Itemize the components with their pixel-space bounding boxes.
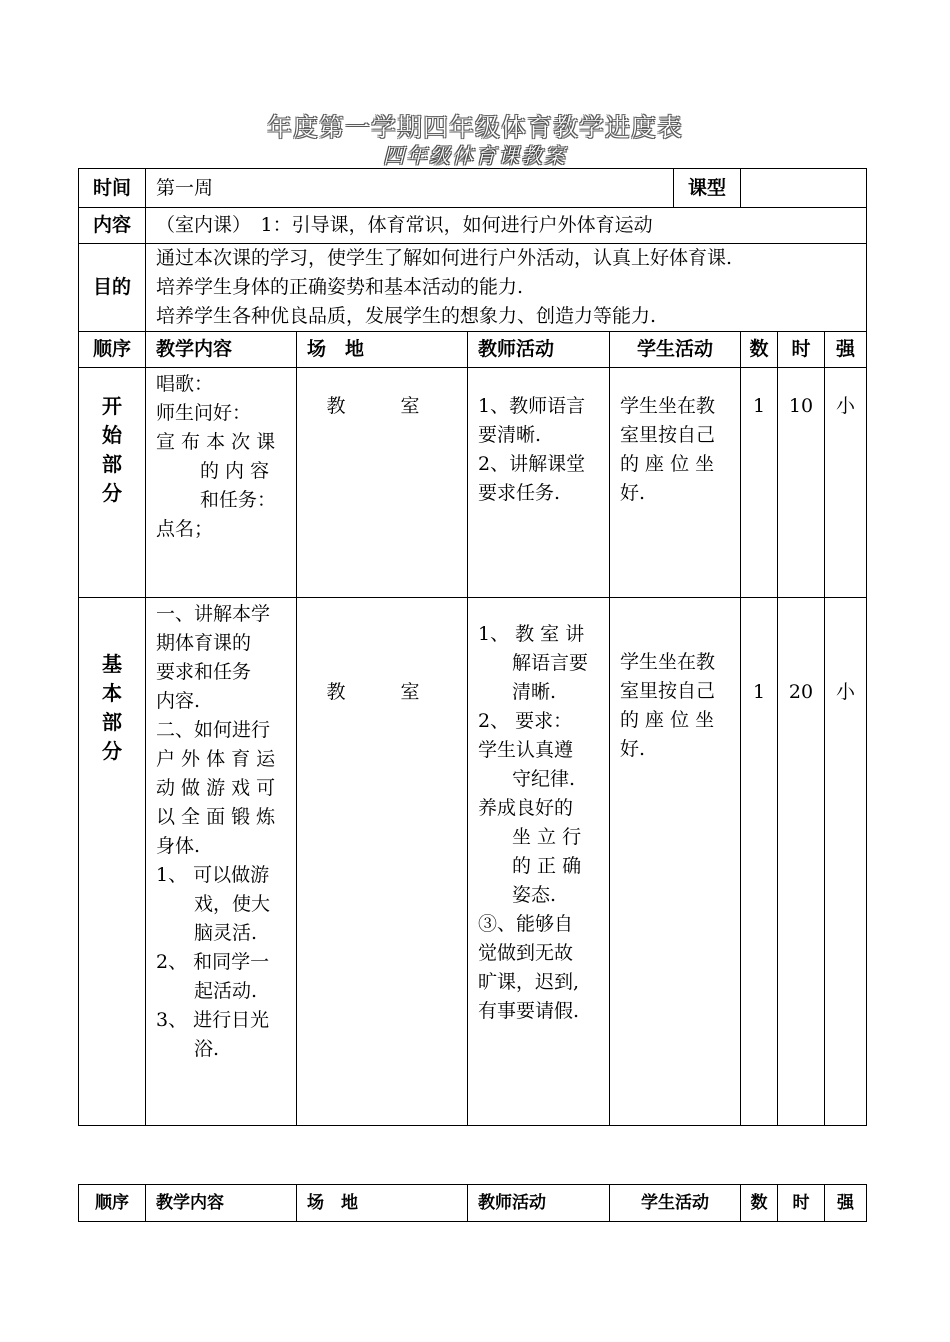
content-value: （室内课） 1：引导课，体育常识，如何进行户外体育运动 <box>146 208 867 244</box>
teacher-activity-cell: 1、 教 室 讲 解语言要 清晰. 2、 要求： 学生认真遵 守纪律. 养成良好的 坐 立 行 的 正 确 姿态. ③、能够自 觉做到无故 旷课，迟到, 有事要请假. <box>468 598 610 1126</box>
intensity-cell: 小 <box>825 598 867 1126</box>
col-teaching-content: 教学内容 <box>146 1185 297 1222</box>
col-time: 时 <box>778 332 825 368</box>
col-teacher-activity: 教师活动 <box>468 332 610 368</box>
teaching-content-cell: 一、讲解本学 期体育课的 要求和任务 内容. 二、如何进行 户 外 体 育 运 动 做 游 戏 可 以 全 面 锻 炼 身体. 1、 可以做游 戏，使大 脑灵活. 2、 和同学一 起活动. 3、 进行日光 浴. <box>146 598 297 1126</box>
section-row <box>79 598 867 1126</box>
col-order: 顺序 <box>79 332 146 368</box>
goal-line: 培养学生各种优良品质，发展学生的想象力、创造力等能力. <box>156 305 657 327</box>
col-order: 顺序 <box>79 1185 146 1222</box>
goal-line: 培养学生身体的正确姿势和基本活动的能力. <box>156 276 524 298</box>
continuation-table <box>78 1184 867 1222</box>
goals-cell <box>146 244 867 332</box>
count-cell: 1 <box>741 598 778 1126</box>
section-name: 开 始 部 分 <box>79 368 146 598</box>
lesson-type-label: 课型 <box>673 169 740 207</box>
student-activity-cell: 学生坐在教 室里按自己 的 座 位 坐 好. <box>610 598 741 1126</box>
time-label: 时间 <box>79 169 146 208</box>
student-activity-cell: 学生坐在教 室里按自己 的 座 位 坐 好. <box>610 368 741 598</box>
section-name: 基 本 部 分 <box>79 598 146 1126</box>
time-value: 第一周 <box>156 177 214 199</box>
col-intensity: 强 <box>825 332 867 368</box>
column-header-row <box>79 332 867 368</box>
teacher-activity-cell: 1、教师语言 要清晰. 2、讲解课堂 要求任务. <box>468 368 610 598</box>
lesson-plan-table <box>78 168 867 1126</box>
goal-line: 通过本次课的学习，使学生了解如何进行户外活动，认真上好体育课. <box>156 247 733 269</box>
col-count: 数 <box>741 1185 778 1222</box>
content-label: 内容 <box>79 208 146 244</box>
document-subtitle: 四年级体育课教案 <box>383 144 567 168</box>
teaching-content-cell: 唱歌： 师生问好： 宣 布 本 次 课 的 内 容 和任务： 点名； <box>146 368 297 598</box>
time-cell: 10 <box>778 368 825 598</box>
col-teacher-activity: 教师活动 <box>468 1185 610 1222</box>
count-cell: 1 <box>741 368 778 598</box>
venue-cell: 教 室 <box>297 598 468 1126</box>
time-cell: 20 <box>778 598 825 1126</box>
col-student-activity: 学生活动 <box>610 1185 741 1222</box>
venue-cell: 教 室 <box>297 368 468 598</box>
col-time: 时 <box>778 1185 825 1222</box>
col-student-activity: 学生活动 <box>610 332 741 368</box>
section-row <box>79 368 867 598</box>
col-venue: 场 地 <box>297 1185 468 1222</box>
col-teaching-content: 教学内容 <box>146 332 297 368</box>
goal-label: 目的 <box>79 244 146 332</box>
lesson-type-value <box>741 169 867 208</box>
col-intensity: 强 <box>825 1185 867 1222</box>
document-title: 年度第一学期四年级体育教学进度表 <box>266 113 683 142</box>
column-header-row <box>79 1185 867 1222</box>
col-count: 数 <box>741 332 778 368</box>
col-venue: 场 地 <box>297 332 468 368</box>
intensity-cell: 小 <box>825 368 867 598</box>
